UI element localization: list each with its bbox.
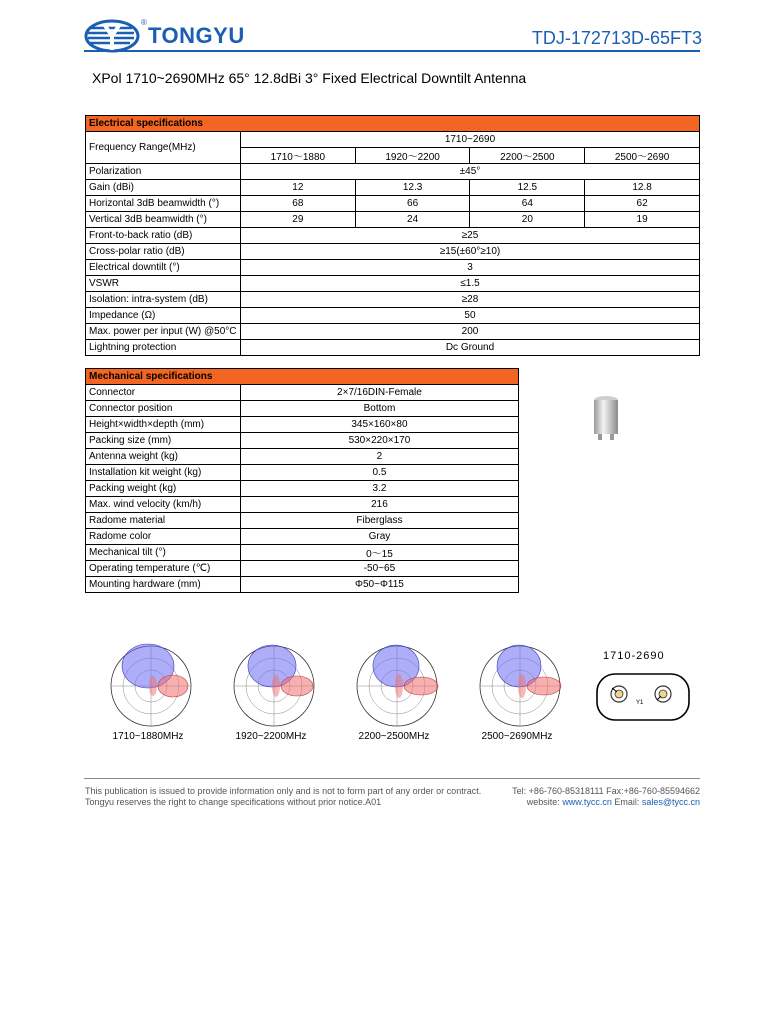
spec-value: 530×220×170 [240, 433, 518, 449]
spec-label: Installation kit weight (kg) [86, 465, 241, 481]
tongyu-logo-icon [84, 18, 144, 54]
registered-mark: ® [141, 18, 147, 27]
spec-value: Gray [240, 529, 518, 545]
spec-value: 12.3 [355, 180, 470, 196]
mechanical-spec-table [85, 368, 519, 593]
spec-value: 345×160×80 [240, 417, 518, 433]
radiation-pattern-1 [103, 640, 203, 730]
spec-value: 19 [585, 212, 700, 228]
spec-value: -50~65 [240, 561, 518, 577]
spec-value: 0～15 [240, 545, 518, 561]
email-link[interactable]: sales@tycc.cn [641, 797, 700, 807]
spec-value: 64 [470, 196, 585, 212]
pattern-label: 2500~2690MHz [481, 731, 553, 742]
spec-label: Isolation: intra-system (dB) [86, 292, 241, 308]
spec-label: Antenna weight (kg) [86, 449, 241, 465]
pattern-label: 1710~1880MHz [112, 731, 184, 742]
spec-value: Fiberglass [240, 513, 518, 529]
spec-label: Gain (dBi) [86, 180, 241, 196]
spec-label: Packing size (mm) [86, 433, 241, 449]
spec-value: 2 [240, 449, 518, 465]
spec-value: Bottom [240, 401, 518, 417]
spec-label: Height×width×depth (mm) [86, 417, 241, 433]
email-label: Email: [611, 797, 642, 807]
spec-value: 66 [355, 196, 470, 212]
pattern-label: 2200~2500MHz [358, 731, 430, 742]
band-cell: 2200～2500 [470, 148, 585, 164]
spec-value: 24 [355, 212, 470, 228]
spec-value: 62 [585, 196, 700, 212]
spec-value: 12.8 [585, 180, 700, 196]
antenna-product-image [593, 395, 619, 441]
spec-label: Electrical downtilt (°) [86, 260, 241, 276]
radiation-pattern-2 [226, 640, 326, 730]
spec-label: Connector position [86, 401, 241, 417]
spec-value: 29 [240, 212, 355, 228]
disclaimer-line-1: This publication is issued to provide information only and is not to form part of any order or contract. [85, 786, 482, 796]
website-label: website: [526, 797, 563, 807]
footer-disclaimer [85, 786, 485, 808]
spec-value: 50 [240, 308, 699, 324]
spec-value: ±45° [240, 164, 699, 180]
spec-value: ≥15(±60°≥10) [240, 244, 699, 260]
electrical-heading: Electrical specifications [86, 116, 700, 132]
spec-label: Radome color [86, 529, 241, 545]
freq-span: 1710~2690 [240, 132, 699, 148]
band-cell: 1920～2200 [355, 148, 470, 164]
pattern-label: 1920~2200MHz [235, 731, 307, 742]
spec-label: VSWR [86, 276, 241, 292]
spec-label: Polarization [86, 164, 241, 180]
spec-label: Cross-polar ratio (dB) [86, 244, 241, 260]
spec-label: Vertical 3dB beamwidth (°) [86, 212, 241, 228]
spec-label: Connector [86, 385, 241, 401]
spec-label: Mounting hardware (mm) [86, 577, 241, 593]
spec-value: ≥25 [240, 228, 699, 244]
spec-value: 3.2 [240, 481, 518, 497]
disclaimer-line-2: Tongyu reserves the right to change specifications without prior notice.A01 [85, 797, 382, 807]
spec-value: 0.5 [240, 465, 518, 481]
connector-band-label: 1710-2690 [603, 650, 665, 662]
spec-value: ≥28 [240, 292, 699, 308]
spec-value: 200 [240, 324, 699, 340]
spec-value: 12.5 [470, 180, 585, 196]
connector-diagram [595, 648, 695, 723]
spec-value: 2×7/16DIN-Female [240, 385, 518, 401]
spec-value: Φ50~Φ115 [240, 577, 518, 593]
header-divider [84, 50, 700, 52]
spec-value: 216 [240, 497, 518, 513]
spec-label: Packing weight (kg) [86, 481, 241, 497]
spec-label: Impedance (Ω) [86, 308, 241, 324]
spec-label: Max. power per input (W) @50°C [86, 324, 241, 340]
band-cell: 2500～2690 [585, 148, 700, 164]
mechanical-heading: Mechanical specifications [86, 369, 519, 385]
spec-label: Horizontal 3dB beamwidth (°) [86, 196, 241, 212]
band-cell: 1710～1880 [240, 148, 355, 164]
spec-value: 12 [240, 180, 355, 196]
spec-label: Operating temperature (℃) [86, 561, 241, 577]
freq-label: Frequency Range(MHz) [86, 132, 241, 164]
website-link[interactable]: www.tycc.cn [562, 797, 612, 807]
contact-tel-fax: Tel: +86-760-85318111 Fax:+86-760-85594662 [512, 786, 700, 796]
page-title: XPol 1710~2690MHz 65° 12.8dBi 3° Fixed Electrical Downtilt Antenna [92, 70, 527, 86]
spec-value: 3 [240, 260, 699, 276]
spec-label: Lightning protection [86, 340, 241, 356]
spec-value: 68 [240, 196, 355, 212]
spec-value: 20 [470, 212, 585, 228]
radiation-pattern-4 [472, 640, 572, 730]
footer-contact [500, 786, 700, 808]
spec-value: Dc Ground [240, 340, 699, 356]
connector-port-label: Y1 [636, 700, 644, 706]
radiation-pattern-3 [349, 640, 449, 730]
footer-divider [84, 778, 700, 779]
spec-value: ≤1.5 [240, 276, 699, 292]
spec-label: Max. wind velocity (km/h) [86, 497, 241, 513]
spec-label: Mechanical tilt (°) [86, 545, 241, 561]
spec-label: Radome material [86, 513, 241, 529]
electrical-spec-table [85, 115, 700, 356]
brand-name: TONGYU [148, 23, 245, 48]
brand-logo [84, 18, 245, 54]
spec-label: Front-to-back ratio (dB) [86, 228, 241, 244]
model-number: TDJ-172713D-65FT3 [531, 28, 702, 48]
